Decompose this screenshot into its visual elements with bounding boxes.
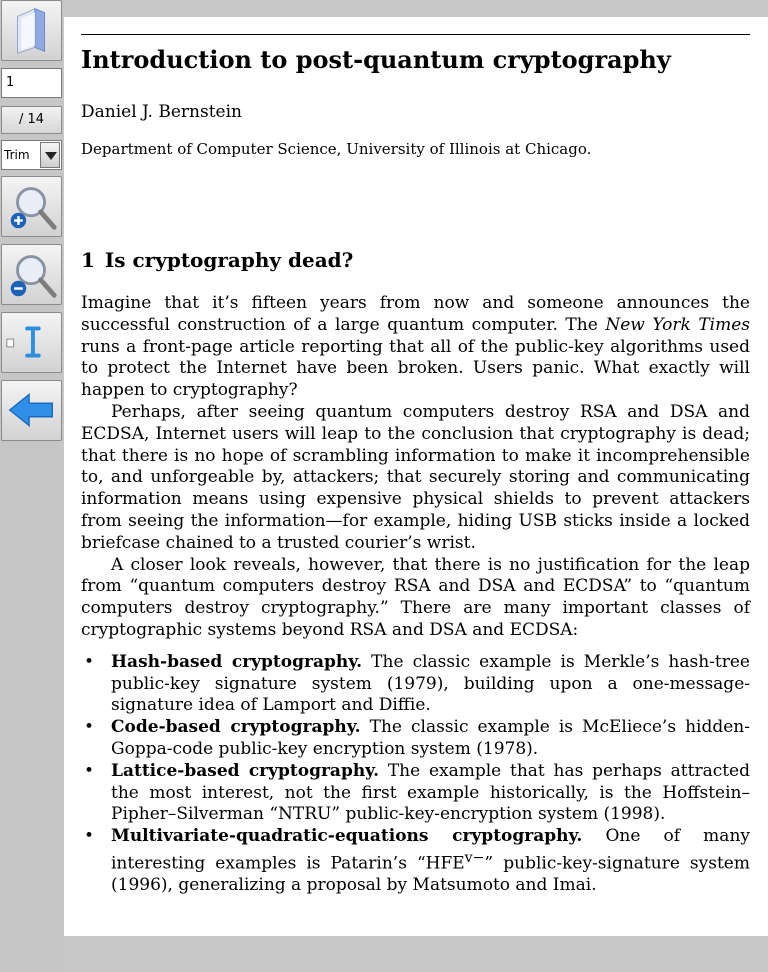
- bullet-marker: •: [84, 717, 95, 738]
- text-select-button[interactable]: [1, 312, 62, 373]
- section-number: 1: [81, 248, 95, 272]
- zoom-out-icon: [2, 245, 61, 304]
- list-item-text: The example that has perhaps attracted the most interest, not the first example historically, is the Hoffstein–Pipher–Silverman “NTRU” public-key-encryption system (1998).: [111, 760, 750, 825]
- list-item-heading: Lattice-based cryptography.: [111, 760, 380, 781]
- list-item-text: One of many interesting examples is Patarin’s “HFE: [111, 826, 750, 874]
- header-rule: [81, 34, 750, 35]
- text-select-icon: [2, 313, 61, 372]
- paragraph-1: [81, 293, 750, 402]
- list-item-text-continued: ” public-key-signature system (1996), generalizing a proposal by Matsumoto and Imai.: [111, 853, 750, 896]
- toolbar-sidebar: [0, 0, 64, 972]
- trim-select-value: Trim: [4, 148, 30, 162]
- trim-select[interactable]: [1, 140, 62, 170]
- back-arrow-icon: [2, 381, 61, 440]
- list-item: [81, 652, 750, 717]
- section-heading: [81, 247, 750, 273]
- bullet-marker: •: [84, 651, 95, 672]
- paragraph-1-text-b: runs a front-page article reporting that all of the public-key algorithms used to protect the Internet have been broken. Users panic. What exactly will happen to cryptography?: [81, 336, 750, 401]
- book-button[interactable]: [1, 0, 62, 61]
- paragraph-1-emphasis: New York Times: [605, 314, 750, 335]
- list-item: [81, 717, 750, 761]
- list-item-text: The classic example is McEliece’s hidden-Goppa-code public-key encryption system (1978).: [111, 717, 750, 759]
- paragraph-3: A closer look reveals, however, that there is no justification for the leap from “quantum computers destroy RSA and DSA and ECDSA” to “quantum computers destroy cryptography.” There are many important classes of cryptographic systems beyond RSA and DSA and ECDSA:: [81, 554, 750, 640]
- crypto-class-list: [81, 652, 750, 897]
- list-item-heading: Code-based cryptography.: [111, 717, 361, 738]
- author-affiliation: Department of Computer Science, University of Illinois at Chicago.: [81, 140, 592, 158]
- page-count: / 14: [1, 106, 62, 134]
- paragraph-2: Perhaps, after seeing quantum computers destroy RSA and DSA and ECDSA, Internet users will leap to the conclusion that cryptography is dead; that there is no hope of scrambling information to make it incomprehensible to, and unforgeable by, attackers; that securely storing and communicating information means using expensive physical shields to prevent attackers from seeing the information—for example, hiding USB sticks inside a locked briefcase chained to a trusted courier’s wrist.: [81, 401, 750, 553]
- page-content: [81, 45, 750, 897]
- book-icon: [2, 1, 61, 60]
- zoom-out-button[interactable]: [1, 244, 62, 305]
- back-button[interactable]: [1, 380, 62, 441]
- list-item-heading: Multivariate-quadratic-equations cryptography.: [111, 826, 583, 847]
- bullet-marker: •: [84, 760, 95, 781]
- bullet-marker: •: [84, 826, 95, 847]
- zoom-in-icon: [2, 177, 61, 236]
- document-title: Introduction to post-quantum cryptography: [81, 45, 671, 74]
- chevron-down-icon[interactable]: [40, 142, 60, 168]
- superscript: v−: [464, 849, 485, 866]
- document-page: [64, 17, 768, 936]
- list-item-text: The classic example is Merkle’s hash-tree public-key signature system (1979), building upon a one-message-signature idea of Lamport and Diffie.: [111, 651, 750, 716]
- page-number-input[interactable]: 1: [1, 68, 62, 98]
- section-title: Is cryptography dead?: [104, 248, 354, 272]
- author-name: Daniel J. Bernstein: [81, 102, 242, 122]
- list-item-heading: Hash-based cryptography.: [111, 651, 363, 672]
- list-item: [81, 761, 750, 826]
- list-item: [81, 826, 750, 897]
- paragraph-1-text-a: Imagine that it’s fifteen years from now and someone announces the successful construction of a large quantum computer. The: [81, 293, 750, 335]
- zoom-in-button[interactable]: [1, 176, 62, 237]
